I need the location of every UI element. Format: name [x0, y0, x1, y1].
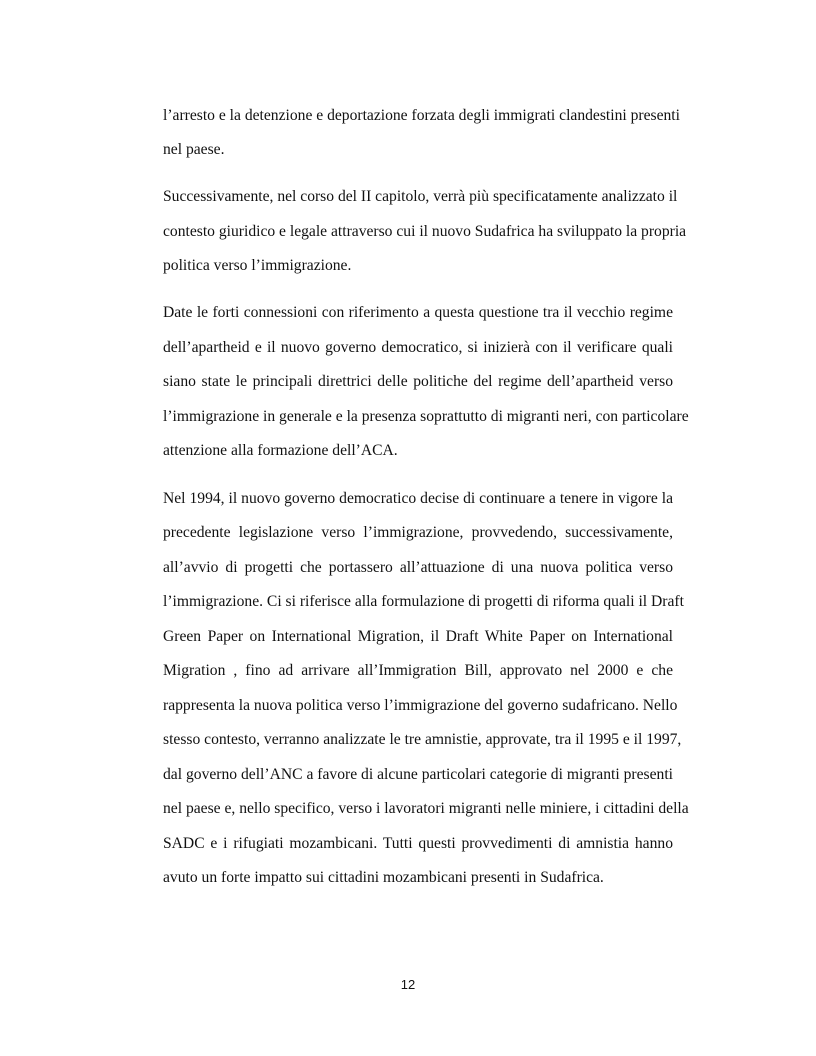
- text-line: Successivamente, nel corso del II capitolo, verrà più specificatamente analizzato il: [163, 188, 678, 205]
- text-line: attenzione alla formazione dell’ACA.: [163, 442, 398, 459]
- text-line: l’arresto e la detenzione e deportazione forzata degli immigrati clandestini presenti: [163, 107, 680, 124]
- text-line: Migration , fino ad arrivare all’Immigration Bill, approvato nel 2000 e che: [163, 662, 673, 679]
- text-line: rappresenta la nuova politica verso l’immigrazione del governo sudafricano. Nello: [163, 697, 678, 714]
- text-line: politica verso l’immigrazione.: [163, 257, 352, 274]
- text-line: stesso contesto, verranno analizzate le tre amnistie, approvate, tra il 1995 e il 1997,: [163, 731, 682, 748]
- text-line: Nel 1994, il nuovo governo democratico decise di continuare a tenere in vigore la: [163, 490, 673, 507]
- text-line: siano state le principali direttrici delle politiche del regime dell’apartheid verso: [163, 373, 673, 390]
- text-line: avuto un forte impatto sui cittadini mozambicani presenti in Sudafrica.: [163, 869, 604, 886]
- text-line: nel paese e, nello specifico, verso i lavoratori migranti nelle miniere, i cittadini della: [163, 800, 689, 817]
- text-line: l’immigrazione in generale e la presenza soprattutto di migranti neri, con particolare: [163, 408, 689, 425]
- text-line: dell’apartheid e il nuovo governo democratico, si inizierà con il verificare quali: [163, 339, 673, 356]
- text-line: all’avvio di progetti che portassero all’attuazione di una nuova politica verso: [163, 559, 673, 576]
- text-line: l’immigrazione. Ci si riferisce alla formulazione di progetti di riforma quali il Draft: [163, 593, 684, 610]
- text-line: nel paese.: [163, 141, 225, 158]
- text-line: precedente legislazione verso l’immigrazione, provvedendo, successivamente,: [163, 524, 673, 541]
- text-line: Date le forti connessioni con riferimento a questa questione tra il vecchio regime: [163, 304, 673, 321]
- text-line: dal governo dell’ANC a favore di alcune particolari categorie di migranti presenti: [163, 766, 673, 783]
- text-line: SADC e i rifugiati mozambicani. Tutti questi provvedimenti di amnistia hanno: [163, 835, 673, 852]
- text-line: contesto giuridico e legale attraverso cui il nuovo Sudafrica ha sviluppato la propria: [163, 223, 687, 240]
- page-number: 12: [400, 977, 416, 992]
- text-line: Green Paper on International Migration, il Draft White Paper on International: [163, 628, 673, 645]
